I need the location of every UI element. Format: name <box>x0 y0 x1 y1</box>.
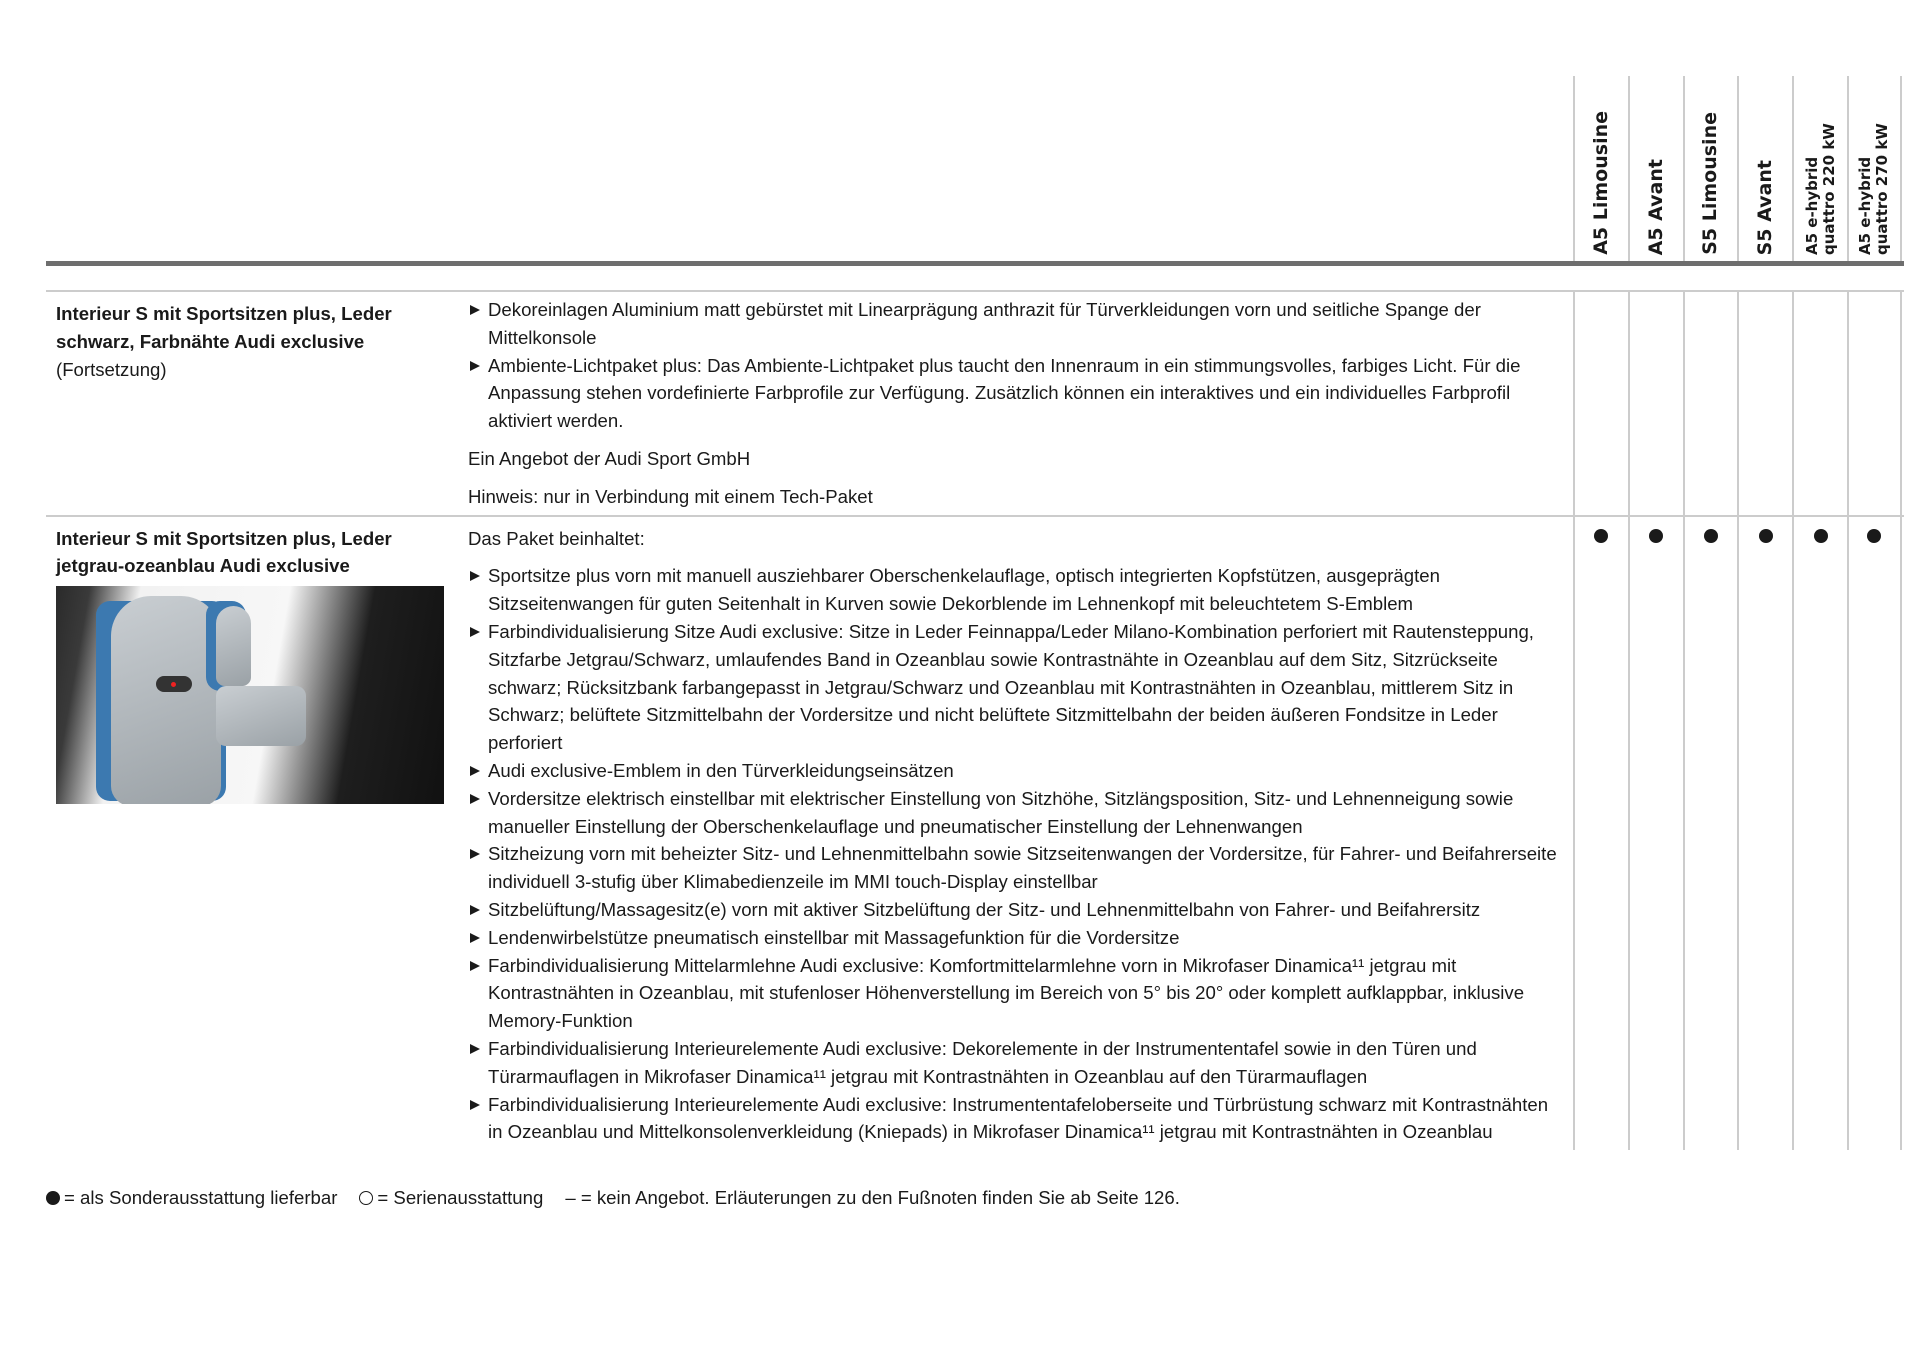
table-row <box>46 515 1904 1151</box>
column-header <box>1573 76 1628 263</box>
availability-cell <box>1792 517 1847 1151</box>
feature-item: Ambiente-Lichtpaket plus: Das Ambiente-Lichtpaket plus taucht den Innenraum in ein stimmungsvolles, farbiges Licht. Für die Anpassung stehen vordefinierte Farbprofile zur Verfügung. Zusätzlich können ein interaktives und ein individuelles Farbprofil aktiviert werden. <box>468 352 1565 435</box>
feature-item: Sportsitze plus vorn mit manuell ausziehbarer Oberschenkelauflage, optisch integrierten Kopfstützen, ausgeprägten Sitzseitenwangen für guten Seitenhalt in Kurven sowie Dekorblende im Lehnenkopf mit beleuchtetem S-Emblem <box>468 562 1565 618</box>
feature-item: Farbindividualisierung Interieurelemente Audi exclusive: Dekorelemente in der Instrumententafel sowie in den Türen und Türarmauflagen in Mikrofaser Dinamica¹¹ jetgrau mit Kontrastnähten in Ozeanblau auf den Türarmauflagen <box>468 1035 1565 1091</box>
feature-item: Vordersitze elektrisch einstellbar mit elektrischer Einstellung von Sitzhöhe, Sitzlängsposition, Sitz- und Lehnenneigung sowie manueller Einstellung der Oberschenkelauflage und pneumatischer Einstellung der Lehnenwangen <box>468 785 1565 841</box>
filled-dot-icon <box>1594 529 1608 543</box>
table-row <box>46 290 1904 515</box>
page-content <box>46 290 1904 1252</box>
filled-dot-icon <box>1759 529 1773 543</box>
feature-item: Sitzbelüftung/Massagesitz(e) vorn mit aktiver Sitzbelüftung der Sitz- und Lehnenmittelbahn von Fahrer- und Beifahrersitz <box>468 896 1565 924</box>
legend-none-text: – = kein Angebot. Erläuterungen zu den Fußnoten finden Sie ab Seite 126. <box>565 1187 1180 1209</box>
feature-item: Sitzheizung vorn mit beheizter Sitz- und Lehnenmittelbahn sowie Sitzseitenwangen der Vordersitze, für Fahrer- und Beifahrerseite individuell 3-stufig über Klimabedienzeile im MMI touch-Display einstellbar <box>468 840 1565 896</box>
equipment-table <box>46 290 1904 1150</box>
availability-cell <box>1847 292 1902 515</box>
filled-dot-icon <box>1704 529 1718 543</box>
availability-cells <box>1573 517 1902 1151</box>
availability-cell <box>1792 292 1847 515</box>
availability-cell <box>1683 292 1738 515</box>
package-name-cell <box>46 517 468 1151</box>
filled-dot-icon <box>1814 529 1828 543</box>
feature-item: Audi exclusive-Emblem in den Türverkleidungseinsätzen <box>468 757 1565 785</box>
package-title: Interieur S mit Sportsitzen plus, Leder schwarz, Farbnähte Audi exclusive <box>56 303 392 352</box>
column-header-label: A5 e-hybrid quattro 220 kW <box>1802 123 1838 255</box>
column-header <box>1628 76 1683 263</box>
legend <box>46 1184 1904 1252</box>
package-title: Interieur S mit Sportsitzen plus, Leder jetgrau-ozeanblau Audi exclusive <box>56 527 392 577</box>
availability-cell <box>1628 517 1683 1151</box>
filled-dot-icon <box>1649 529 1663 543</box>
package-subtitle: (Fortsetzung) <box>56 358 167 380</box>
availability-cell <box>1737 517 1792 1151</box>
feature-item: Lendenwirbelstütze pneumatisch einstellbar mit Massagefunktion für die Vordersitze <box>468 924 1565 952</box>
column-header-label: S5 Avant <box>1754 159 1777 255</box>
column-header-label: A5 Avant <box>1644 158 1667 255</box>
package-intro: Das Paket beinhaltet: <box>468 527 645 549</box>
availability-cell <box>1847 517 1902 1151</box>
column-header-label: S5 Limousine <box>1699 112 1722 255</box>
interior-photo <box>56 586 444 804</box>
availability-cell <box>1683 517 1738 1151</box>
availability-cell <box>1737 292 1792 515</box>
legend-optional-text: = als Sonderausstattung lieferbar <box>64 1187 338 1209</box>
package-note: Hinweis: nur in Verbindung mit einem Tech-Paket <box>468 485 873 507</box>
column-header-label: A5 e-hybrid quattro 270 kW <box>1856 123 1892 255</box>
column-header-label: A5 Limousine <box>1589 111 1612 255</box>
availability-cell <box>1628 292 1683 515</box>
package-description-cell <box>468 517 1573 1151</box>
feature-list <box>468 296 1565 435</box>
feature-item: Farbindividualisierung Sitze Audi exclusive: Sitze in Leder Feinnappa/Leder Milano-Kombination perforiert mit Rautensteppung, Sitzfarbe Jetgrau/Schwarz, umlaufendes Band in Ozeanblau sowie Kontrastnähte in Ozeanblau auf dem Sitz, Sitzrückseite schwarz; Rücksitzbank farbangepasst in Jetgrau/Schwarz und Ozeanblau mit Kontrastnähten in Ozeanblau, mittlerem Sitz in Schwarz; belüftete Sitzmittelbahn der Vordersitze und nicht belüftete Sitzmittelbahn der beiden äußeren Fondsitze in Leder perforiert <box>468 618 1565 757</box>
availability-cell <box>1573 292 1628 515</box>
column-header <box>1683 76 1738 263</box>
filled-dot-icon <box>1867 529 1881 543</box>
availability-cell <box>1573 517 1628 1151</box>
column-header <box>1737 76 1792 263</box>
feature-list <box>468 562 1565 1146</box>
open-circle-icon <box>359 1191 373 1205</box>
column-header <box>1792 76 1847 263</box>
feature-item: Farbindividualisierung Interieurelemente Audi exclusive: Instrumententafeloberseite und Türbrüstung schwarz mit Kontrastnähten in Ozeanblau und Mittelkonsolenverkleidung (Kniepads) in Mikrofaser Dinamica¹¹ jetgrau mit Kontrastnähten in Ozeanblau <box>468 1091 1565 1147</box>
feature-item: Farbindividualisierung Mittelarmlehne Audi exclusive: Komfortmittelarmlehne vorn in Mikrofaser Dinamica¹¹ jetgrau mit Kontrastnähten in Ozeanblau, mit stufenloser Höhenverstellung im Bereich von 5° bis 20° oder komplett aufklappbar, inklusive Memory-Funktion <box>468 952 1565 1035</box>
header-divider <box>46 261 1904 266</box>
legend-standard <box>359 1184 543 1212</box>
legend-optional <box>46 1184 337 1212</box>
feature-item: Dekoreinlagen Aluminium matt gebürstet mit Linearprägung anthrazit für Türverkleidungen vorn und seitliche Spange der Mittelkonsole <box>468 296 1565 352</box>
legend-standard-text: = Serienausstattung <box>377 1187 544 1209</box>
package-description-cell <box>468 292 1573 515</box>
availability-cells <box>1573 292 1902 515</box>
package-note: Ein Angebot der Audi Sport GmbH <box>468 447 751 469</box>
model-column-headers <box>1573 76 1902 263</box>
column-header <box>1847 76 1902 263</box>
filled-dot-icon <box>46 1191 60 1205</box>
package-name-cell <box>46 292 468 515</box>
